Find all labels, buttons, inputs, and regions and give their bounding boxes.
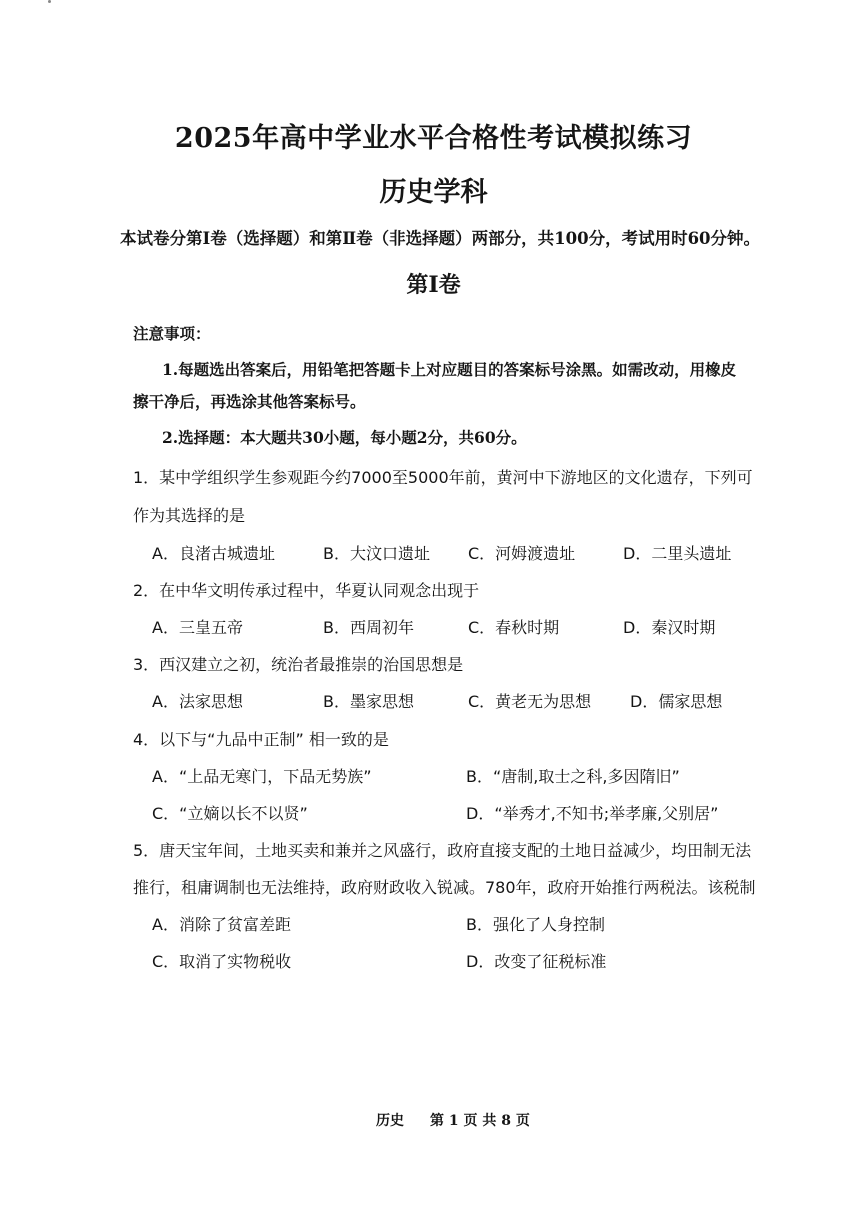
note-2: 2.选择题：本大题共30小题，每小题2分，共60分。 — [162, 428, 527, 447]
question-3-option-d: D．儒家思想 — [630, 692, 723, 711]
question-4-option-d: D．“举秀才,不知书;举孝廉,父别居” — [466, 804, 719, 823]
question-5-line-1: 5．唐天宝年间，土地买卖和兼并之风盛行，政府直接支配的土地日益减少，均田制无法 — [133, 841, 752, 860]
question-1-line-2: 作为其选择的是 — [133, 506, 246, 525]
exam-intro: 本试卷分第Ⅰ卷（选择题）和第Ⅱ卷（非选择题）两部分，共100分，考试用时60分钟。 — [120, 229, 761, 248]
question-2-option-b: B．西周初年 — [323, 618, 414, 637]
question-1-option-c: C．河姆渡遗址 — [468, 544, 576, 563]
question-5-option-a: A．消除了贫富差距 — [152, 915, 291, 934]
section-title: 第Ⅰ卷 — [406, 272, 461, 298]
question-5-option-c: C．取消了实物税收 — [152, 952, 292, 971]
question-2-option-a: A．三皇五帝 — [152, 618, 243, 637]
question-3-option-a: A．法家思想 — [152, 692, 243, 711]
question-4-option-a: A．“上品无寒门，下品无势族” — [152, 767, 372, 786]
question-4-line-1: 4．以下与“九品中正制” 相一致的是 — [133, 730, 389, 749]
question-3-line-1: 3．西汉建立之初，统治者最推崇的治国思想是 — [133, 655, 464, 674]
notes-heading: 注意事项： — [133, 324, 211, 343]
question-1-option-b: B．大汶口遗址 — [323, 544, 430, 563]
subject-title: 历史学科 — [379, 177, 488, 208]
question-1-line-1: 1．某中学组织学生参观距今约7000至5000年前，黄河中下游地区的文化遗存，下列可 — [133, 468, 753, 487]
question-1-option-a: A．良渚古城遗址 — [152, 544, 275, 563]
note-1-line-1: 1.每题选出答案后，用铅笔把答题卡上对应题目的答案标号涂黑。如需改动，用橡皮 — [162, 360, 737, 379]
question-3-option-c: C．黄老无为思想 — [468, 692, 592, 711]
question-2-line-1: 2．在中华文明传承过程中，华夏认同观念出现于 — [133, 581, 480, 600]
scan-dot — [48, 0, 51, 3]
question-1-option-d: D．二里头遗址 — [623, 544, 732, 563]
question-5-option-b: B．强化了人身控制 — [466, 915, 605, 934]
question-4-option-c: C．“立嫡以长不以贤” — [152, 804, 308, 823]
question-2-option-d: D．秦汉时期 — [623, 618, 716, 637]
question-5-option-d: D．改变了征税标准 — [466, 952, 607, 971]
question-3-option-b: B．墨家思想 — [323, 692, 414, 711]
question-2-option-c: C．春秋时期 — [468, 618, 560, 637]
question-5-line-2: 推行，租庸调制也无法维持，政府财政收入锐减。780年，政府开始推行两税法。该税制 — [133, 878, 756, 897]
exam-title: 2025年高中学业水平合格性考试模拟练习 — [174, 123, 693, 154]
note-1-line-2: 擦干净后，再选涂其他答案标号。 — [133, 392, 366, 411]
question-4-option-b: B．“唐制,取士之科,多因隋旧” — [466, 767, 680, 786]
footer-page-number: 第 1 页 共 8 页 — [430, 1113, 530, 1129]
footer-subject: 历史 — [376, 1113, 404, 1129]
